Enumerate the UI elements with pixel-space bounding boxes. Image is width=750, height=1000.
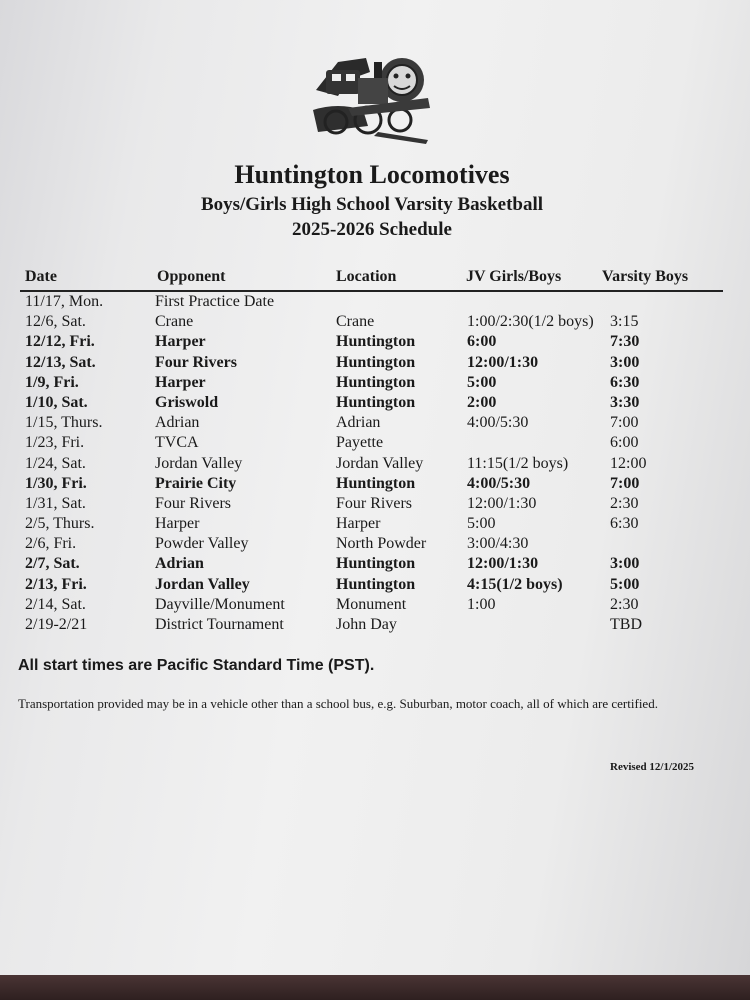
transport-note: Transportation provided may be in a vehicle other than a school bus, e.g. Suburban, motor coach, all of which are certified. <box>18 696 658 711</box>
cell-varsity-time: 6:30 <box>610 373 640 391</box>
cell-date: 12/13, Sat. <box>25 353 96 371</box>
cell-varsity-time: TBD <box>610 616 642 633</box>
column-header-location: Location <box>336 268 397 285</box>
table-row <box>0 494 750 514</box>
cell-location: Payette <box>336 434 384 452</box>
cell-jv-time: 12:00/1:30 <box>467 494 537 512</box>
cell-location: Huntington <box>336 373 416 391</box>
cell-date: 1/10, Sat. <box>25 393 88 411</box>
cell-jv-time: 4:00/5:30 <box>467 414 529 432</box>
table-surface <box>0 975 750 1000</box>
cell-opponent: Jordan Valley <box>155 454 243 472</box>
cell-date: 1/31, Sat. <box>25 494 86 512</box>
cell-location: Huntington <box>336 575 416 593</box>
cell-jv-time: 4:00/5:30 <box>467 474 531 492</box>
cell-opponent: Dayville/Monument <box>155 595 285 613</box>
table-row <box>0 373 750 393</box>
cell-location: Monument <box>336 595 407 613</box>
cell-location: Huntington <box>336 333 416 351</box>
cell-opponent: Adrian <box>155 414 200 432</box>
cell-jv-time: 2:00 <box>467 393 497 411</box>
cell-jv-time: 12:00/1:30 <box>467 555 539 573</box>
cell-date: 2/19-2/21 <box>25 616 88 633</box>
table-row <box>0 413 750 433</box>
cell-date: 2/14, Sat. <box>25 595 86 613</box>
cell-date: 11/17, Mon. <box>25 293 104 310</box>
table-row <box>0 534 750 554</box>
cell-jv-time: 5:00 <box>467 515 496 533</box>
cell-opponent: Harper <box>155 373 206 391</box>
cell-opponent: Four Rivers <box>155 353 237 371</box>
cell-jv-time: 11:15(1/2 boys) <box>467 454 569 472</box>
cell-varsity-time: 2:30 <box>610 595 639 613</box>
cell-varsity-time: 3:15 <box>610 313 639 331</box>
table-row <box>0 474 750 494</box>
table-row <box>0 575 750 595</box>
cell-date: 1/24, Sat. <box>25 454 86 472</box>
cell-date: 12/12, Fri. <box>25 333 95 351</box>
cell-jv-time: 5:00 <box>467 373 497 391</box>
locomotive-mascot-icon <box>308 50 433 145</box>
cell-jv-time: 1:00/2:30(1/2 boys) <box>467 313 594 331</box>
cell-date: 1/9, Fri. <box>25 373 79 391</box>
cell-opponent: First Practice Date <box>155 293 275 310</box>
cell-opponent: Jordan Valley <box>155 575 250 593</box>
table-row <box>0 615 750 635</box>
revised-date: Revised 12/1/2025 <box>610 761 695 773</box>
cell-date: 2/5, Thurs. <box>25 515 95 533</box>
table-row <box>0 332 750 352</box>
cell-date: 1/15, Thurs. <box>25 414 103 432</box>
cell-opponent: Powder Valley <box>155 535 249 553</box>
cell-jv-time: 6:00 <box>467 333 497 351</box>
cell-location: Huntington <box>336 393 416 411</box>
cell-location: Huntington <box>336 474 416 492</box>
cell-opponent: Harper <box>155 333 206 351</box>
cell-location: Huntington <box>336 353 416 371</box>
season-title: 2025-2026 Schedule <box>292 219 452 240</box>
column-header-varsity: Varsity Boys <box>602 268 689 285</box>
column-header-opponent: Opponent <box>157 268 226 285</box>
cell-varsity-time: 7:00 <box>610 414 639 432</box>
table-row <box>0 292 750 312</box>
cell-varsity-time: 3:30 <box>610 393 640 411</box>
schedule-table <box>0 292 750 635</box>
cell-location: John Day <box>336 616 397 633</box>
cell-varsity-time: 2:30 <box>610 494 639 512</box>
cell-opponent: Griswold <box>155 393 219 411</box>
table-row <box>0 454 750 474</box>
cell-varsity-time: 3:00 <box>610 555 640 573</box>
table-row <box>0 312 750 332</box>
table-row <box>0 595 750 615</box>
column-header-jv: JV Girls/Boys <box>466 268 562 285</box>
time-zone-note: All start times are Pacific Standard Time (PST). <box>18 657 375 674</box>
cell-jv-time: 1:00 <box>467 595 496 613</box>
cell-opponent: Crane <box>155 313 194 331</box>
cell-location: Harper <box>336 515 381 533</box>
cell-jv-time: 12:00/1:30 <box>467 353 539 371</box>
cell-date: 1/30, Fri. <box>25 474 87 492</box>
cell-opponent: Harper <box>155 515 200 533</box>
cell-jv-time: 4:15(1/2 boys) <box>467 575 563 593</box>
cell-location: Crane <box>336 313 375 331</box>
cell-location: Jordan Valley <box>336 454 424 472</box>
table-row <box>0 514 750 534</box>
cell-location: Huntington <box>336 555 416 573</box>
table-row <box>0 393 750 413</box>
program-title: Boys/Girls High School Varsity Basketball <box>200 194 544 215</box>
table-row <box>0 353 750 373</box>
cell-opponent: TVCA <box>155 434 199 452</box>
cell-date: 12/6, Sat. <box>25 313 86 331</box>
cell-varsity-time: 12:00 <box>610 454 647 472</box>
table-row <box>0 433 750 453</box>
cell-opponent: District Tournament <box>155 616 284 633</box>
cell-varsity-time: 7:00 <box>610 474 640 492</box>
cell-date: 2/13, Fri. <box>25 575 87 593</box>
column-header-date: Date <box>25 268 57 285</box>
cell-location: North Powder <box>336 535 427 553</box>
cell-opponent: Prairie City <box>155 474 237 492</box>
cell-varsity-time: 6:00 <box>610 434 639 452</box>
table-row <box>0 554 750 574</box>
cell-opponent: Four Rivers <box>155 494 231 512</box>
cell-date: 2/7, Sat. <box>25 555 80 573</box>
cell-jv-time: 3:00/4:30 <box>467 535 529 553</box>
cell-date: 2/6, Fri. <box>25 535 77 553</box>
cell-location: Four Rivers <box>336 494 412 512</box>
team-title: Huntington Locomotives <box>234 160 510 189</box>
cell-varsity-time: 3:00 <box>610 353 640 371</box>
cell-date: 1/23, Fri. <box>25 434 85 452</box>
cell-varsity-time: 5:00 <box>610 575 640 593</box>
cell-location: Adrian <box>336 414 381 432</box>
cell-varsity-time: 6:30 <box>610 515 639 533</box>
cell-opponent: Adrian <box>155 555 204 573</box>
cell-varsity-time: 7:30 <box>610 333 640 351</box>
